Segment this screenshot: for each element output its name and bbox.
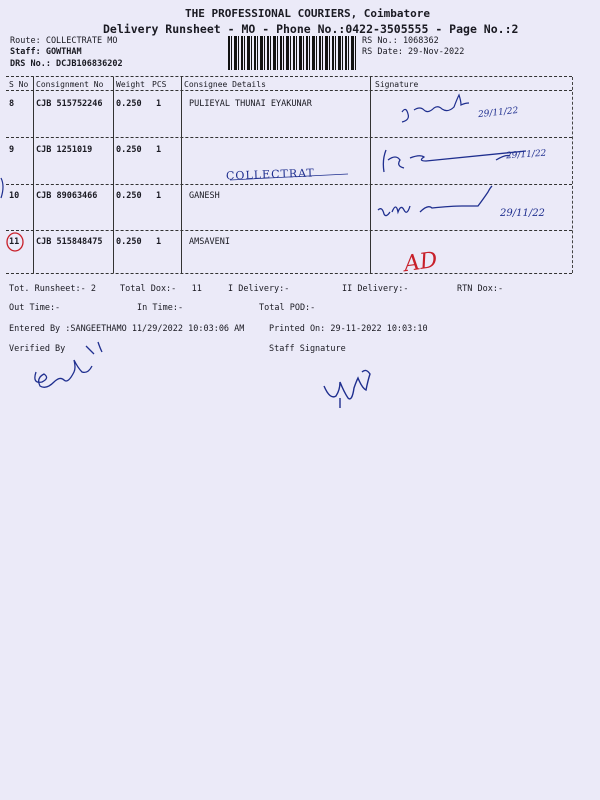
row-consignment: CJB 515752246 [36, 99, 103, 109]
signature-mark [402, 95, 469, 122]
row-weight: 0.250 [116, 145, 142, 155]
handwritten-red-mark: AD [402, 247, 440, 278]
row-pcs: 1 [156, 99, 162, 109]
row-weight: 0.250 [116, 191, 142, 201]
staff-signature-mark [324, 370, 370, 408]
row-sno: 10 [9, 191, 20, 201]
rs-date: RS Date: 29-Nov-2022 [362, 47, 465, 57]
i-delivery: I Delivery:- [228, 284, 290, 294]
row-pcs: 1 [156, 145, 162, 155]
handwritten-date: 29/11/22 [500, 208, 545, 219]
row-consignee: AMSAVENI [189, 237, 230, 247]
row-pcs: 1 [156, 191, 162, 201]
verified-by-label: Verified By [9, 344, 66, 354]
row-weight: 0.250 [116, 99, 142, 109]
red-circle-mark [7, 233, 23, 251]
runsheet-title: Delivery Runsheet - MO - Phone No.:0422-3505555 - Page No.:2 [103, 22, 519, 36]
row-pcs: 1 [156, 237, 162, 247]
entered-by: Entered By :SANGEETHAMO 11/29/2022 10:03:06 AM [9, 324, 245, 334]
col-header-sno: S No [9, 80, 29, 89]
printed-on: Printed On: 29-11-2022 10:03:10 [269, 324, 428, 334]
total-pod: Total POD:- [259, 303, 316, 313]
row-sno: 8 [9, 99, 15, 109]
staff-label: Staff: GOWTHAM [10, 47, 82, 57]
total-dox: Total Dox:- 11 [120, 284, 202, 294]
row-sno: 9 [9, 145, 15, 155]
route-label: Route: COLLECTRATE MO [10, 36, 118, 46]
handwritten-date: 29/11/22 [505, 148, 547, 162]
row-weight: 0.250 [116, 237, 142, 247]
signature-mark [383, 150, 526, 172]
col-header-consignment: Consignment No [36, 80, 104, 89]
signature-mark [378, 186, 492, 216]
drs-number: DRS No.: DCJB106836202 [10, 59, 123, 69]
row-sno: 11 [9, 237, 20, 247]
rs-number: RS No.: 1068362 [362, 36, 439, 46]
ii-delivery: II Delivery:- [342, 284, 409, 294]
col-header-signature: Signature [375, 80, 419, 89]
out-time: Out Time:- [9, 303, 61, 313]
handwritten-date: 29/11/22 [477, 105, 519, 121]
row-consignment: CJB 515848475 [36, 237, 103, 247]
total-runsheet: Tot. Runsheet:- 2 [9, 284, 96, 294]
staff-signature-label: Staff Signature [269, 344, 346, 354]
company-title: THE PROFESSIONAL COURIERS, Coimbatore [185, 7, 431, 20]
row-consignment: CJB 1251019 [36, 145, 93, 155]
col-header-consignee: Consignee Details [184, 80, 266, 89]
in-time: In Time:- [137, 303, 184, 313]
col-header-weight: Weight [116, 80, 145, 89]
row-consignee: PULIEYAL THUNAI EYAKUNAR [189, 99, 312, 109]
handwritten-collectrate: COLLECTRAT [225, 166, 315, 183]
row-consignment: CJB 89063466 [36, 191, 98, 201]
rtn-dox: RTN Dox:- [457, 284, 504, 294]
col-header-pcs: PCS [152, 80, 167, 89]
row-consignee: GANESH [189, 191, 220, 201]
margin-ink-mark [1, 178, 3, 198]
